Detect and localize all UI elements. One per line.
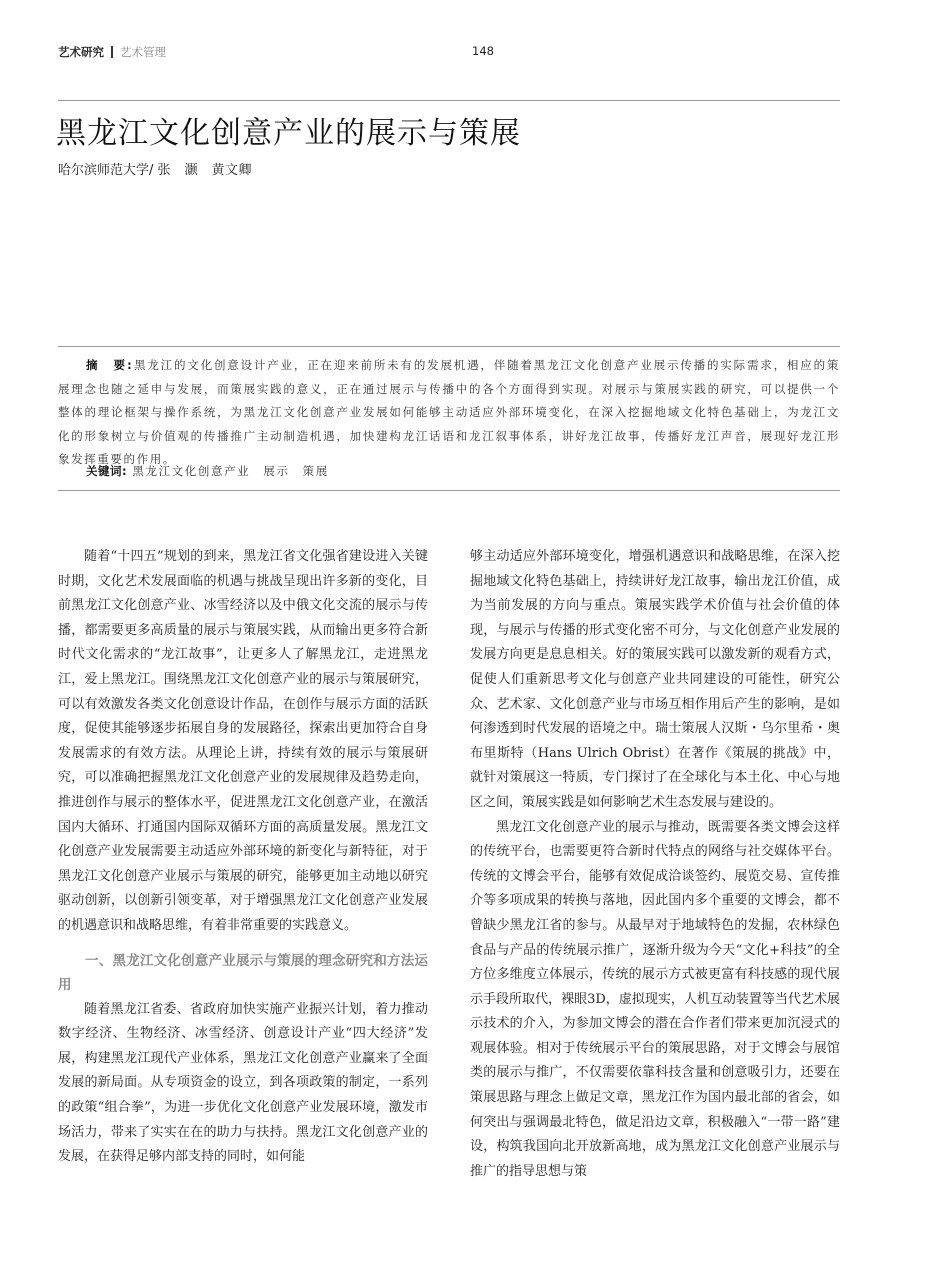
author-affiliation: 哈尔滨师范大学/: [58, 163, 154, 178]
journal-name: 艺术研究: [58, 45, 104, 59]
section-heading: 一、黑龙江文化创意产业展示与策展的理念研究和方法运用: [58, 952, 428, 994]
keywords-bottom-rule: [58, 490, 840, 491]
body-paragraph: 够主动适应外部环境变化，增强机遇意识和战略思维，在深入挖掘地域文化特色基础上，持续讲好龙江故事，输出龙江价值，成为当前发展的方向与重点。策展实践学术价值与社会价值的体现，与展示与传播的形式变化密不可分，与文化创意产业发展的发展方向更是息息相关。好的策展实践可以激发新的观看方式，促使人们重新思考文化与创意产业共同建设的可能性，研究公众、艺术家、文化创意产业与市场互相作用后产生的影响，是如何渗透到时代发展的语境之中。瑞士策展人汉斯・乌尔里希・奥布里斯特（Hans Ulrich Obrist）在著作《策展的挑战》中，就针对策展这一特质，专门探讨了在全球化与本土化、中心与地区之间，策展实践是如何影响艺术生态发展与建设的。: [470, 549, 840, 810]
abstract-text: 黑龙江的文化创意设计产业，正在迎来前所未有的发展机遇，伴随着黑龙江文化创意产业展示传播的实际需求，相应的策展理念也随之延申与发展，而策展实践的意义，正在通过展示与传播中的各个方面得到实现。对展示与策展实践的研究，可以提供一个整体的理论框架与操作系统，为黑龙江文化创意产业发展如何能够主动适应外部环境变化，在深入挖掘地域文化特色基础上，为龙江文化的形象树立与价值观的传播推广主动制造机遇，加快建构龙江话语和龙江叙事体系，讲好龙江故事，传播好龙江声音，展现好龙江形象发挥重要的作用。: [58, 358, 840, 467]
keywords-label: 关键词:: [86, 464, 128, 478]
body-paragraph: 随着黑龙江省委、省政府加快实施产业振兴计划，着力推动数字经济、生物经济、冰雪经济、创意设计产业“四大经济”发展，构建黑龙江现代产业体系，黑龙江文化创意产业赢来了全面发展的新局面。从专项资金的设立，到各项政策的制定，一系列的政策“组合拳”，为进一步优化文化创意产业发展环境，激发市场活力，带来了实实在在的助力与扶持。黑龙江文化创意产业的发展，在获得足够内部支持的同时，如何能: [58, 1001, 428, 1165]
body-column-right: [470, 545, 840, 1184]
article-title: 黑龙江文化创意产业的展示与策展: [56, 116, 521, 151]
author-line: [58, 159, 252, 178]
keywords: [86, 463, 329, 479]
page-number: 148: [472, 44, 494, 58]
body-paragraph: 黑龙江文化创意产业的展示与推动，既需要各类文博会这样的传统平台，也需要更符合新时代特点的网络与社交媒体平台。传统的文博会平台，能够有效促成洽谈签约、展览交易、宣传推介等多项成果的转换与落地，因此国内多个重要的文博会，都不曾缺少黑龙江省的参与。从最早对于地域特色的发掘，农林绿色食品与产品的传统展示推广，逐渐升级为今天“文化+科技”的全方位多维度立体展示，传统的展示方式被更富有科技感的现代展示手段所取代，裸眼3D，虚拟现实，人机互动装置等当代艺术展示技术的介入，为参加文博会的潜在合作者们带来更加沉浸式的观展体验。相对于传统展示平台的策展思路，对于文博会与展馆类的展示与推广，不仅需要依靠科技含量和创意吸引力，还要在策展思路与理念上做足文章，黑龙江作为国内最北部的省会，如何突出与强调最北特色，做足沿边文章，积极融入“一带一路”建设，构筑我国向北开放新高地，成为黑龙江文化创意产业展示与推广的指导思想与策: [470, 819, 840, 1179]
abstract: [58, 354, 840, 472]
running-header: [58, 44, 840, 62]
section-name: 艺术管理: [120, 45, 166, 59]
abstract-label: 摘 要:: [86, 358, 134, 372]
author-names: 张 灏 黄文卿: [157, 163, 253, 178]
body-paragraph: 随着“十四五”规划的到来，黑龙江省文化强省建设进入关键时期，文化艺术发展面临的机遇与挑战呈现出许多新的变化，目前黑龙江文化创意产业、冰雪经济以及中俄文化交流的展示与传播，都需要更多高质量的展示与策展实践，从而输出更多符合新时代文化需求的“龙江故事”，让更多人了解黑龙江，走进黑龙江，爱上黑龙江。围绕黑龙江文化创意产业的展示与策展研究，可以有效激发各类文化创意设计作品，在创作与展示方面的活跃度，促使其能够逐步拓展自身的发展路径，探索出更加符合自身发展需求的有效方法。从理论上讲，持续有效的展示与策展研究，可以准确把握黑龙江文化创意产业的发展规律及趋势走向，推进创作与展示的整体水平，促进黑龙江文化创意产业，在激活国内大循环、打通国内国际双循环方面的高质量发展。黑龙江文化创意产业发展需要主动适应外部环境的新变化与新特征，对于黑龙江文化创意产业展示与策展的研究，能够更加主动地以研究驱动创新，以创新引领变革，对于增强黑龙江文化创意产业发展的机遇意识和战略思维，有着非常重要的实践意义。: [58, 549, 428, 933]
header-rule: [58, 100, 840, 101]
keywords-text: 黑龙江文化创意产业 展示 策展: [132, 464, 329, 478]
header-divider: [111, 46, 113, 58]
body-column-left: [58, 545, 428, 1170]
abstract-top-rule: [58, 346, 840, 347]
